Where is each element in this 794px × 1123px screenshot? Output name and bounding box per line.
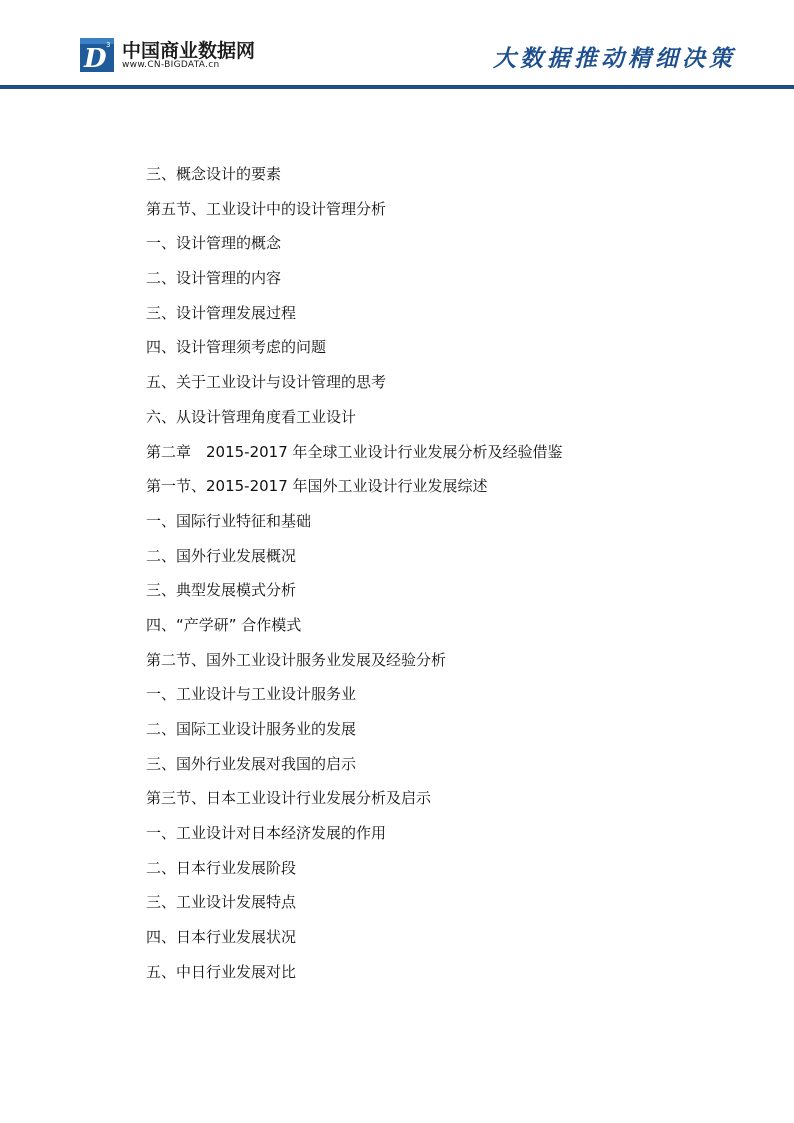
toc-item: 三、概念设计的要素 <box>146 165 282 183</box>
toc-item: 第二节、国外工业设计服务业发展及经验分析 <box>146 650 447 669</box>
toc-item: 一、国际行业特征和基础 <box>146 511 312 530</box>
toc-item: 五、关于工业设计与设计管理的思考 <box>146 373 387 392</box>
toc-item: 一、工业设计对日本经济发展的作用 <box>146 824 387 843</box>
toc-item: 四、设计管理须考虑的问题 <box>146 338 327 357</box>
toc-item: 三、工业设计发展特点 <box>146 893 297 912</box>
logo-url: www.CN-BIGDATA.cn <box>122 60 220 70</box>
toc-item: 一、工业设计与工业设计服务业 <box>146 685 357 704</box>
toc-item: 四、“产学研” 合作模式 <box>146 615 302 634</box>
toc-item: 二、日本行业发展阶段 <box>146 858 297 877</box>
svg-text:3: 3 <box>106 41 111 49</box>
toc-item: 第二章 2015-2017 年全球工业设计行业发展分析及经验借鉴 <box>146 442 563 461</box>
logo-mark-letter: D <box>84 44 107 72</box>
table-of-contents <box>146 162 746 995</box>
toc-item: 二、国外行业发展概况 <box>146 546 297 565</box>
toc-item: 二、设计管理的内容 <box>146 269 282 288</box>
toc-item: 四、日本行业发展状况 <box>146 928 297 947</box>
toc-item: 一、设计管理的概念 <box>146 234 282 253</box>
toc-item: 六、从设计管理角度看工业设计 <box>146 407 357 426</box>
toc-item: 第一节、2015-2017 年国外工业设计行业发展综述 <box>146 477 488 496</box>
logo-icon <box>80 38 114 72</box>
toc-item: 三、国外行业发展对我国的启示 <box>146 754 357 773</box>
toc-item: 五、中日行业发展对比 <box>146 962 297 981</box>
toc-item: 第三节、日本工业设计行业发展分析及启示 <box>146 789 432 808</box>
header-slogan: 大数据推动精细决策 <box>493 45 736 72</box>
page-header <box>0 0 794 92</box>
toc-item: 三、典型发展模式分析 <box>146 581 297 600</box>
toc-item: 第五节、工业设计中的设计管理分析 <box>146 199 387 218</box>
logo-name: 中国商业数据网 <box>122 40 256 62</box>
toc-item: 二、国际工业设计服务业的发展 <box>146 720 357 738</box>
header-rule <box>0 85 794 89</box>
toc-item: 三、设计管理发展过程 <box>146 303 297 322</box>
